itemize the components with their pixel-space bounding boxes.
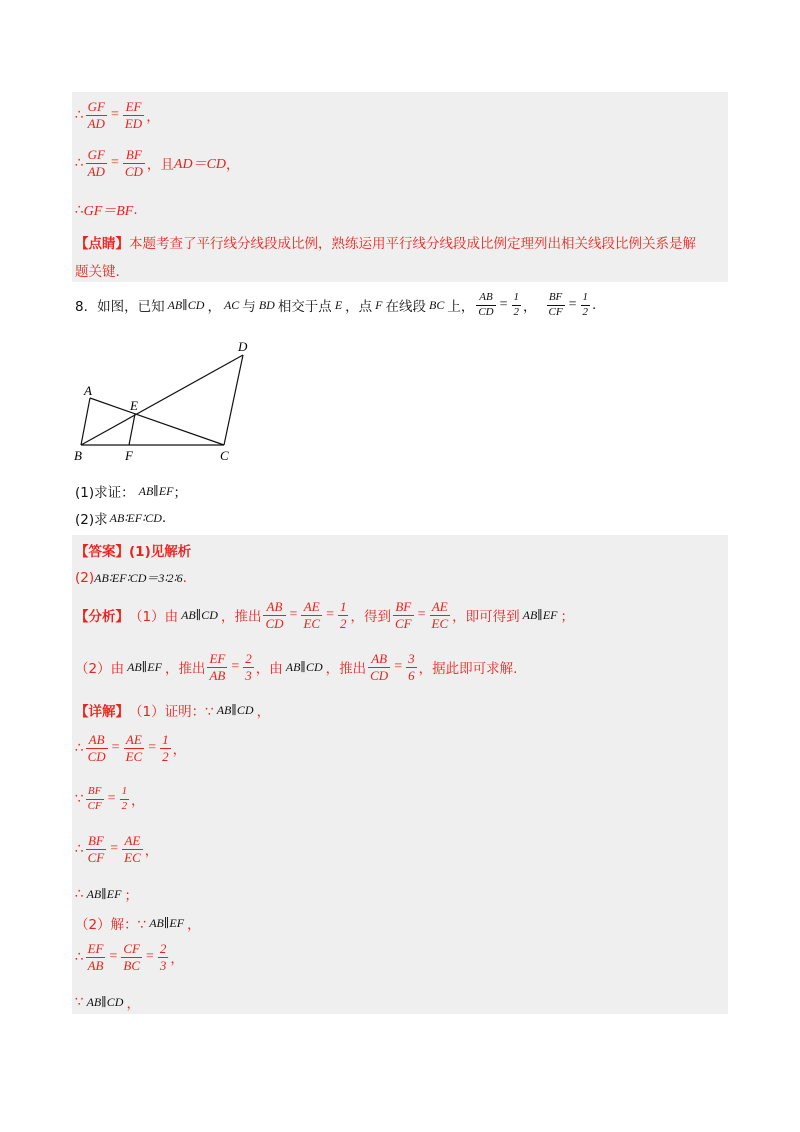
label-c: C <box>220 448 229 463</box>
fraction: $\frac{AE}{EC}$ <box>303 599 321 631</box>
analysis-line: 【分析】 （1）由 AB∥CD ，推出 $\frac{AB}{CD}$ = $\frac{AE}{EC}$ = $\frac{1}{2}$ ，得到 $\frac{BF}{CF}$ = $\frac{AE}{EC}$ ，即可得到 AB∥EF ； <box>75 599 574 631</box>
segment-ef <box>129 414 135 445</box>
fraction: $\frac{CF}{BC}$ <box>123 941 141 973</box>
fraction: $\frac{AE}{EC}$ <box>125 732 143 764</box>
fraction: $\frac{1}{2}$ <box>339 599 347 631</box>
segment-cd <box>224 355 243 445</box>
fraction: $\frac{AB}{CD}$ <box>478 291 494 318</box>
detail-line: ∵ $\frac{BF}{CF}$ = $\frac{1}{2}$ ， <box>75 785 145 812</box>
solution-block-top <box>72 92 728 282</box>
fraction: $\frac{BF}{CF}$ <box>87 785 102 812</box>
fraction: $\frac{EF}{ED}$ <box>124 99 143 131</box>
fraction: $\frac{AB}{CD}$ <box>265 599 284 631</box>
label-d: D <box>238 339 248 354</box>
fraction: $\frac{1}{2}$ <box>121 785 128 812</box>
detail-line: ∵ AB∥CD ， <box>75 994 140 1012</box>
detail-line: ∴ $\frac{BF}{CF}$ = $\frac{AE}{EC}$ ， <box>75 833 159 865</box>
fraction: $\frac{1}{2}$ <box>162 732 169 764</box>
step-line: ∴ $\frac{GF}{AD}$ = $\frac{BF}{CD}$ ，且 AD＝CD ， <box>75 147 240 179</box>
fraction: $\frac{BF}{CF}$ <box>394 599 412 631</box>
fraction: $\frac{2}{3}$ <box>159 941 167 973</box>
fraction: $\frac{EF}{AB}$ <box>87 941 104 973</box>
fraction: $\frac{2}{3}$ <box>245 651 252 683</box>
fraction: $\frac{BF}{CD}$ <box>124 147 143 179</box>
segment-ab <box>81 398 90 445</box>
question-2: (2)求 AB∶EF∶CD . <box>75 510 167 528</box>
fraction: $\frac{3}{6}$ <box>408 651 415 683</box>
detail-line: ∴ AB∥EF ； <box>75 886 138 904</box>
step-line: ∴ $\frac{GF}{AD}$ = $\frac{EF}{ED}$ ， <box>75 99 160 131</box>
answer-line: 【答案】 (1)见解析 <box>75 544 192 560</box>
detail-line: ∴ $\frac{EF}{AB}$ = $\frac{CF}{BC}$ = $\frac{2}{3}$ ， <box>75 941 184 973</box>
segment-bd <box>81 355 243 445</box>
fraction: $\frac{GF}{AD}$ <box>87 99 105 131</box>
label-b: B <box>74 448 82 463</box>
detail-line: （2）解：∵ AB∥EF ， <box>75 915 201 933</box>
fraction: $\frac{1}{2}$ <box>582 291 588 318</box>
fraction: $\frac{AB}{CD}$ <box>87 732 106 764</box>
comment-line: 题关键. <box>75 264 120 280</box>
fraction: $\frac{1}{2}$ <box>513 291 520 318</box>
fraction: $\frac{BF}{CF}$ <box>87 833 105 865</box>
segment-ac <box>90 398 224 445</box>
question-1: (1)求证： AB∥EF ； <box>75 483 187 501</box>
fraction: $\frac{BF}{CF}$ <box>548 291 563 318</box>
fraction: $\frac{AE}{EC}$ <box>124 833 141 865</box>
comment-line: 【点睛】 本题考查了平行线分线段成比例，熟练运用平行线分线段成比例定理列出相关线段比例关系是解 <box>75 236 696 252</box>
geometry-figure <box>70 335 270 465</box>
label-f: F <box>125 448 133 463</box>
fraction: $\frac{GF}{AD}$ <box>87 147 105 179</box>
analysis-line: （2）由 AB∥EF ，推出 $\frac{EF}{AB}$ = $\frac{2}{3}$ ，由 AB∥CD ，推出 $\frac{AB}{CD}$ = $\frac{3}{6}$ ，据此即可求解. <box>75 651 518 683</box>
detail-line: ∴ $\frac{AB}{CD}$ = $\frac{AE}{EC}$ = $\frac{1}{2}$ ， <box>75 732 187 764</box>
label-e: E <box>130 398 138 413</box>
problem-statement: 8．如图，已知 AB∥CD ， AC 与 BD 相交于点 E ，点 F 在线段 BC 上， $\frac{AB}{CD}$ = $\frac{1}{2}$ ， $\frac{BF}{CF}$ = $\frac{1}{2}$ . <box>75 291 597 318</box>
fraction: $\frac{AB}{CD}$ <box>370 651 389 683</box>
answer-line: (2) AB∶EF∶CD＝3∶2∶6 . <box>75 569 187 586</box>
detail-line: 【详解】 （1）证明：∵ AB∥CD ， <box>75 702 271 720</box>
fraction: $\frac{AE}{EC}$ <box>431 599 449 631</box>
label-a: A <box>84 383 92 398</box>
step-line: ∴ GF＝BF . <box>75 202 138 219</box>
fraction: $\frac{EF}{AB}$ <box>209 651 226 683</box>
